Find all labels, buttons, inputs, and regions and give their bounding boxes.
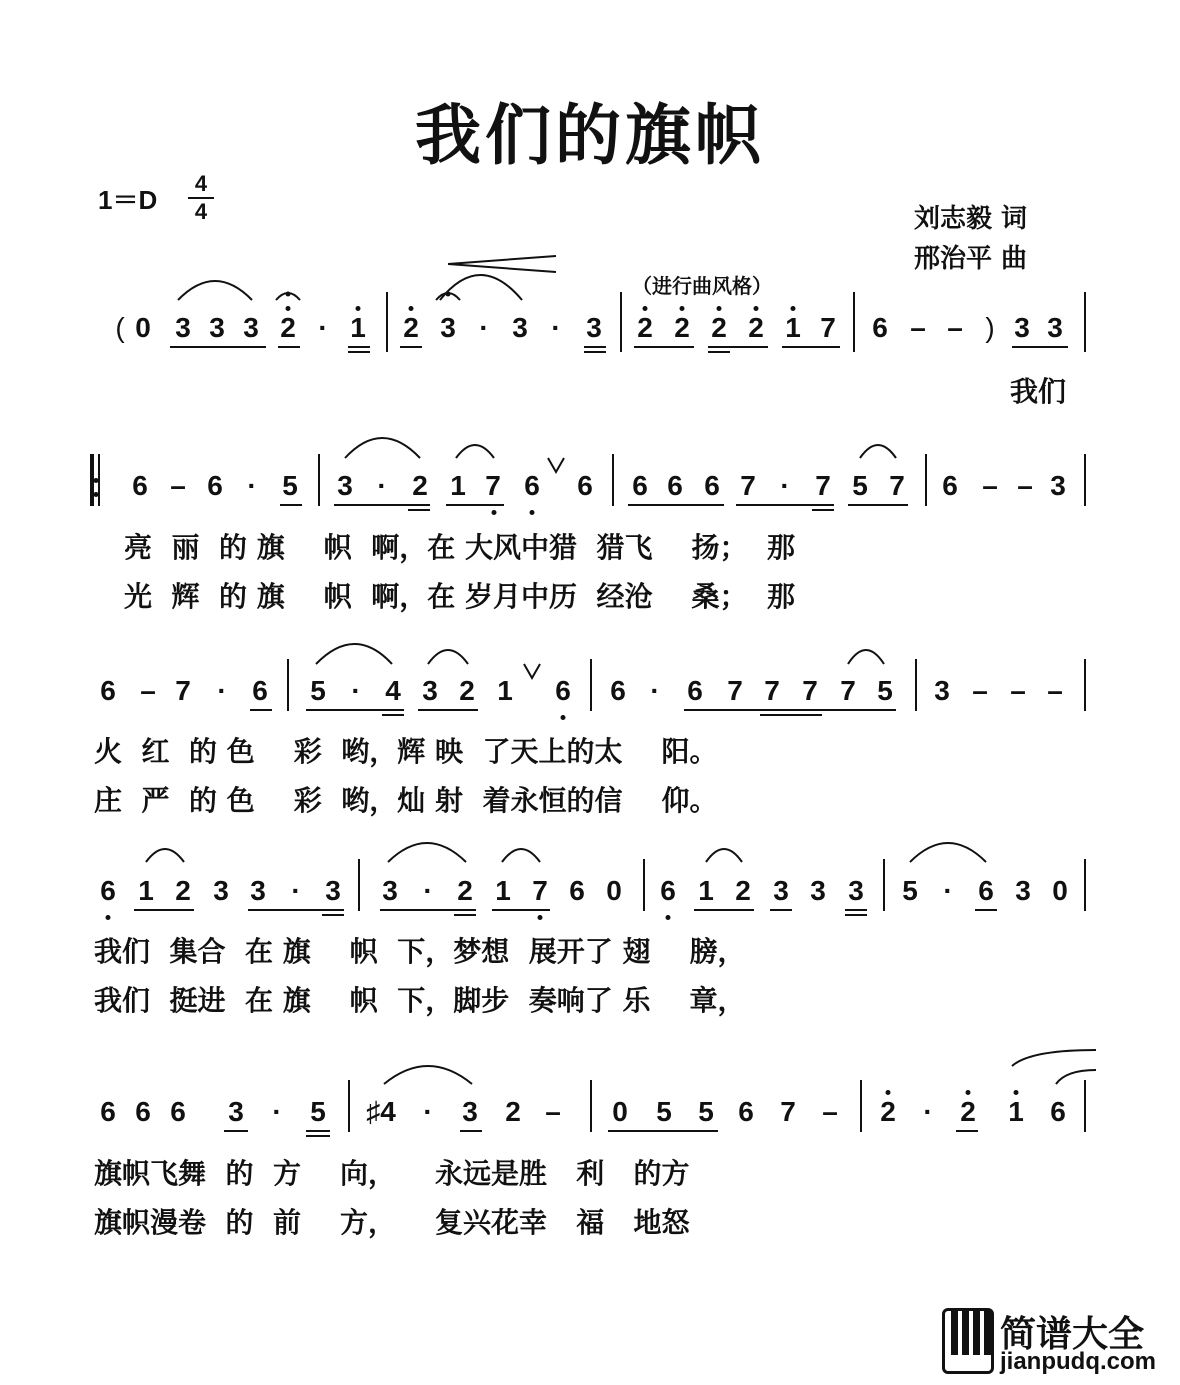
note: 3 [422,675,438,706]
slur [316,644,392,664]
song-title: 我们的旗帜 [415,97,765,174]
lyric-line: 庄 严 的 色 彩 哟，灿 射 着永恒的信 仰。 [94,784,718,817]
slur [345,438,420,458]
note: 6 [978,875,994,906]
fermata-dot [286,292,291,297]
fermata-arc [276,293,300,300]
note: 6 [660,875,676,906]
note: 1 [138,875,154,906]
note: 1 [497,675,513,706]
piano-icon [942,1308,994,1374]
note: · [943,875,953,906]
note: 1 [350,312,366,343]
note: · [650,675,660,706]
note: 3 [243,312,259,343]
note: – [972,675,988,706]
slur [178,281,252,300]
lyricist-credit: 刘志毅 词 [914,204,1028,234]
note: 7 [802,675,818,706]
note: 3 [773,875,789,906]
note: 2 [403,312,419,343]
note: – [140,675,156,706]
note: 4 [385,675,401,706]
note: 6 [524,470,540,501]
note: · [423,875,433,906]
note: · [318,312,328,343]
note: – [982,470,998,501]
note: – [947,312,963,343]
logo-name: 简谱大全 [1000,1314,1145,1355]
note: 3 [934,675,950,706]
note: · [351,675,361,706]
intro-lyric: 我们 [1010,375,1067,408]
note: 7 [780,1096,796,1127]
note: 0 [612,1096,628,1127]
key-signature: 1＝D [98,185,158,215]
note: 2 [175,875,191,906]
note: 6 [132,470,148,501]
note: 3 [810,875,826,906]
note: 2 [459,675,475,706]
note: 6 [135,1096,151,1127]
note: – [170,470,186,501]
slur [502,849,540,862]
note: 0 [135,312,151,343]
slur [388,843,466,862]
note: 7 [815,470,831,501]
slur [456,445,494,458]
note: 6 [610,675,626,706]
note: 3 [440,312,456,343]
note: · [291,875,301,906]
site-logo [942,1306,1172,1381]
note: · [423,1096,433,1127]
note: 2 [880,1096,896,1127]
note: 2 [280,312,296,343]
composer-credit: 邢治平 曲 [914,244,1028,274]
note: 6 [170,1096,186,1127]
note: 2 [412,470,428,501]
time-signature-bottom: 4 [194,199,208,224]
note: 7 [889,470,905,501]
note: 5 [902,875,918,906]
slur [706,849,742,862]
note: 6 [207,470,223,501]
note: 7 [532,875,548,906]
note: 7 [740,470,756,501]
note: – [910,312,926,343]
note: 2 [711,312,727,343]
note: 6 [942,470,958,501]
tempo-marking: （进行曲风格） [632,274,772,298]
crescendo-hairpin [448,256,556,272]
note: 6 [555,675,571,706]
note: 2 [457,875,473,906]
slur [384,1066,472,1084]
note: 5 [310,675,326,706]
note: 6 [569,875,585,906]
lyric-line: 我们 挺进 在 旗 帜 下，脚步 奏响了 乐 章， [94,984,746,1017]
note: 6 [100,1096,116,1127]
note: 7 [764,675,780,706]
note: 6 [632,470,648,501]
note: 3 [325,875,341,906]
note: 6 [872,312,888,343]
note: 6 [704,470,720,501]
note: 2 [505,1096,521,1127]
note: 3 [175,312,191,343]
slur [428,650,468,664]
lyric-line: 光 辉 的 旗 帜 啊，在 岁月中历 经沧 桑； 那 [124,580,795,613]
note: 1 [450,470,466,501]
note: 7 [727,675,743,706]
note: ) [985,312,995,343]
lyric-line: 旗帜飞舞 的 方 向， 永远是胜 利 的方 [94,1157,690,1190]
note: 1 [785,312,801,343]
note: ♯4 [366,1096,396,1127]
note: · [247,470,257,501]
note: 5 [698,1096,714,1127]
slur [440,275,522,300]
note: 6 [687,675,703,706]
note: 3 [209,312,225,343]
slur [860,445,896,458]
note: – [822,1096,838,1127]
note: 3 [462,1096,478,1127]
note: 2 [735,875,751,906]
note: 5 [877,675,893,706]
note: 2 [637,312,653,343]
slur [848,650,884,664]
note: 6 [667,470,683,501]
note: 3 [512,312,528,343]
note: 7 [840,675,856,706]
time-signature [188,172,214,224]
fermata-dot [446,292,451,297]
time-signature-top: 4 [194,171,208,196]
note: 2 [960,1096,976,1127]
note: 3 [337,470,353,501]
note: 2 [748,312,764,343]
note: · [377,470,387,501]
note: 3 [250,875,266,906]
note: 6 [100,875,116,906]
note: 7 [175,675,191,706]
note: 5 [282,470,298,501]
note: 0 [606,875,622,906]
note: 7 [485,470,501,501]
staff-system-1 [0,312,1180,392]
lyric-line: 我们 集合 在 旗 帜 下，梦想 展开了 翅 膀， [94,935,746,968]
note: · [272,1096,282,1127]
lyric-line: 旗帜漫卷 的 前 方， 复兴花幸 福 地怒 [94,1206,690,1239]
note: 1 [698,875,714,906]
note: 6 [738,1096,754,1127]
note: · [780,470,790,501]
note: 2 [674,312,690,343]
note: · [551,312,561,343]
lyric-line: 亮 丽 的 旗 帜 啊，在 大风中猎 猎飞 扬； 那 [124,531,795,564]
note: 3 [1047,312,1063,343]
tie-continuation [1012,1050,1096,1066]
note: 5 [310,1096,326,1127]
tie-continuation [1056,1070,1096,1084]
note: – [1047,675,1063,706]
note: 6 [100,675,116,706]
note: 3 [1015,875,1031,906]
note: 3 [228,1096,244,1127]
note: – [1010,675,1026,706]
note: 7 [820,312,836,343]
note: · [217,675,227,706]
note: 5 [852,470,868,501]
fermata-arc [436,293,460,300]
slur [146,849,184,862]
note: – [1017,470,1033,501]
note: 5 [656,1096,672,1127]
note: 3 [848,875,864,906]
note: 6 [1050,1096,1066,1127]
note: · [923,1096,933,1127]
note: 3 [586,312,602,343]
lyric-line: 火 红 的 色 彩 哟，辉 映 了天上的太 阳。 [94,735,718,768]
note: · [479,312,489,343]
note: 3 [1050,470,1066,501]
note: 3 [382,875,398,906]
note: 6 [577,470,593,501]
note: 0 [1052,875,1068,906]
logo-url: jianpudq.com [1000,1348,1156,1375]
slur [910,843,986,862]
note: 3 [213,875,229,906]
note: – [545,1096,561,1127]
note: 1 [495,875,511,906]
note: ( [115,312,125,343]
note: 3 [1014,312,1030,343]
note: 6 [252,675,268,706]
note: 1 [1008,1096,1024,1127]
